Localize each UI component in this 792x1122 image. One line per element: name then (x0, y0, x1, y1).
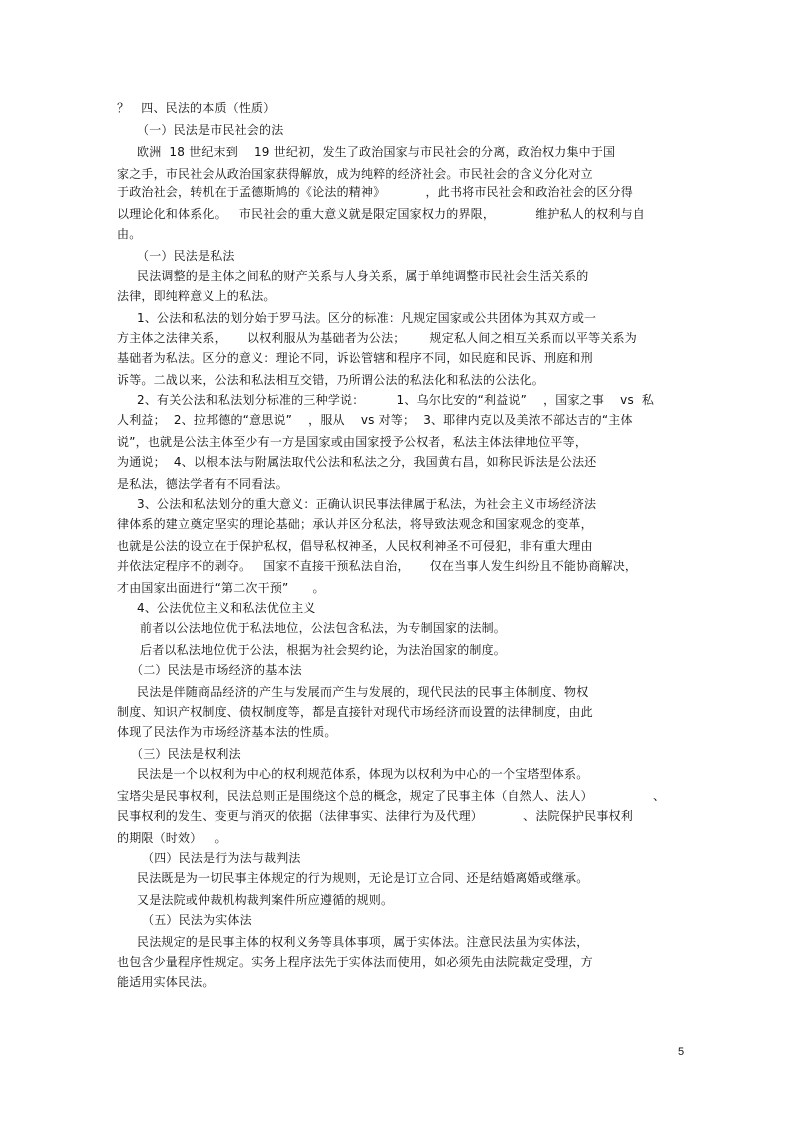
text-line: 民法调整的是主体之间私的财产关系与人身关系，属于单纯调整市民社会生活关系的 (137, 269, 589, 283)
text-line: 也就是公法的设立在于保护私权，倡导私权神圣，人民权利神圣不可侵犯，非有重大理由 (117, 539, 593, 553)
text-line: 宝塔尖是民事权利，民法总则正是围绕这个总的概念，规定了民事主体（自然人、法人） 、 (117, 789, 666, 803)
text-line: 3、公法和私法划分的重大意义：正确认识民事法律属于私法，为社会主义市场经济法 (137, 497, 597, 511)
text-line: 并依法定程序不的剥夺。 国家不直接干预私法自治， 仅在当事人发生纠纷且不能协商解决， (117, 559, 638, 573)
text-line: 制度、知识产权制度、债权制度等，都是直接针对现代市场经济而设置的法律制度，由此 (117, 705, 593, 719)
text-line: 基础者为私法。区分的意义：理论不同，诉讼管辖和程序不同，如民庭和民诉、刑庭和刑 (117, 351, 593, 365)
text-line: （一）民法是市民社会的法 (137, 123, 284, 137)
text-line: 民法是伴随商品经济的产生与发展而产生与发展的，现代民法的民事主体制度、物权 (137, 685, 589, 699)
text-line: 诉等。二战以来，公法和私法相互交错，乃所谓公法的私法化和私法的公法化。 (117, 373, 545, 387)
text-line: 家之手，市民社会从政治国家获得解放，成为纯粹的经济社会。市民社会的含义分化对立 (117, 167, 593, 181)
text-line: 民法规定的是民事主体的权利义务等具体事项，属于实体法。注意民法虽为实体法， (137, 935, 589, 949)
text-line: 2、有关公法和私法划分标准的三种学说： 1、乌尔比安的“利益说” ，国家之事 vs 私 (137, 393, 655, 407)
text-line: （四）民法是行为法与裁判法 (142, 851, 301, 865)
text-line: 民事权利的发生、变更与消灭的依据（法律事实、法律行为及代理） 、法院保护民事权利 (117, 809, 633, 823)
text-line: 后者以私法地位优于公法，根据为社会契约论，为法治国家的制度。 (140, 643, 507, 657)
text-line: （二）民法是市场经济的基本法 (131, 663, 302, 677)
text-line: 的期限（时效） 。 (117, 831, 227, 845)
text-line: 也包含少量程序性规定。实务上程序法先于实体法而使用，如必须先由法院裁定受理，方 (117, 955, 593, 969)
text-line: 方主体之法律关系， 以权利服从为基础者为公法； 规定私人间之相互关系而以平等关系为 (117, 331, 637, 345)
text-line: ？ 四、民法的本质（性质） (117, 101, 276, 115)
text-line: 4、公法优位主义和私法优位主义 (137, 601, 316, 615)
text-line: 欧洲 18 世纪末到 19 世纪初，发生了政治国家与市民社会的分离，政治权力集中于国 (137, 145, 616, 159)
text-line: （三）民法是权利法 (131, 747, 241, 761)
text-line: （一）民法是私法 (137, 249, 235, 263)
text-line: 人利益； 2、拉邦德的“意思说” ，服从 vs 对等； 3、耶律内克以及美浓不部达吉的“主体 (117, 413, 633, 427)
text-line: 民法是一个以权利为中心的权利规范体系，体现为以权利为中心的一个宝塔型体系。 (137, 767, 589, 781)
page-number: 5 (678, 1046, 685, 1058)
text-line: 为通说； 4、以根本法与附属法取代公法和私法之分，我国黄右昌，如称民诉法是公法还 (117, 455, 597, 469)
text-line: 体现了民法作为市场经济基本法的性质。 (117, 725, 337, 739)
text-line: 由。 (117, 227, 142, 241)
text-line: 法律，即纯粹意义上的私法。 (117, 289, 276, 303)
text-line: 1、公法和私法的划分始于罗马法。区分的标准：凡规定国家或公共团体为其双方或一 (137, 311, 597, 325)
text-line: 说”，也就是公法主体至少有一方是国家或由国家授予公权者，私法主体法律地位平等， (117, 435, 588, 449)
text-line: 是私法，德法学者有不同看法。 (117, 477, 288, 491)
text-line: 能适用实体民法。 (117, 975, 215, 989)
text-line: 才由国家出面进行“第二次干预” 。 (117, 581, 325, 595)
text-line: 于政治社会，转机在于孟德斯鸠的《论法的精神》 ，此书将市民社会和政治社会的区分得 (117, 185, 633, 199)
text-line: （五）民法为实体法 (142, 913, 252, 927)
text-line: 民法既是为一切民事主体规定的行为规则，无论是订立合同、还是结婚离婚或继承。 (137, 871, 589, 885)
text-line: 又是法院或仲裁机构裁判案件所应遵循的规则。 (137, 893, 394, 907)
text-line: 前者以公法地位优于私法地位，公法包含私法，为专制国家的法制。 (140, 621, 507, 635)
text-line: 以理论化和体系化。 市民社会的重大意义就是限定国家权力的界限， 维护私人的权利与自 (117, 207, 645, 221)
text-line: 律体系的建立奠定坚实的理论基础；承认并区分私法，将导致法观念和国家观念的变革， (117, 517, 593, 531)
